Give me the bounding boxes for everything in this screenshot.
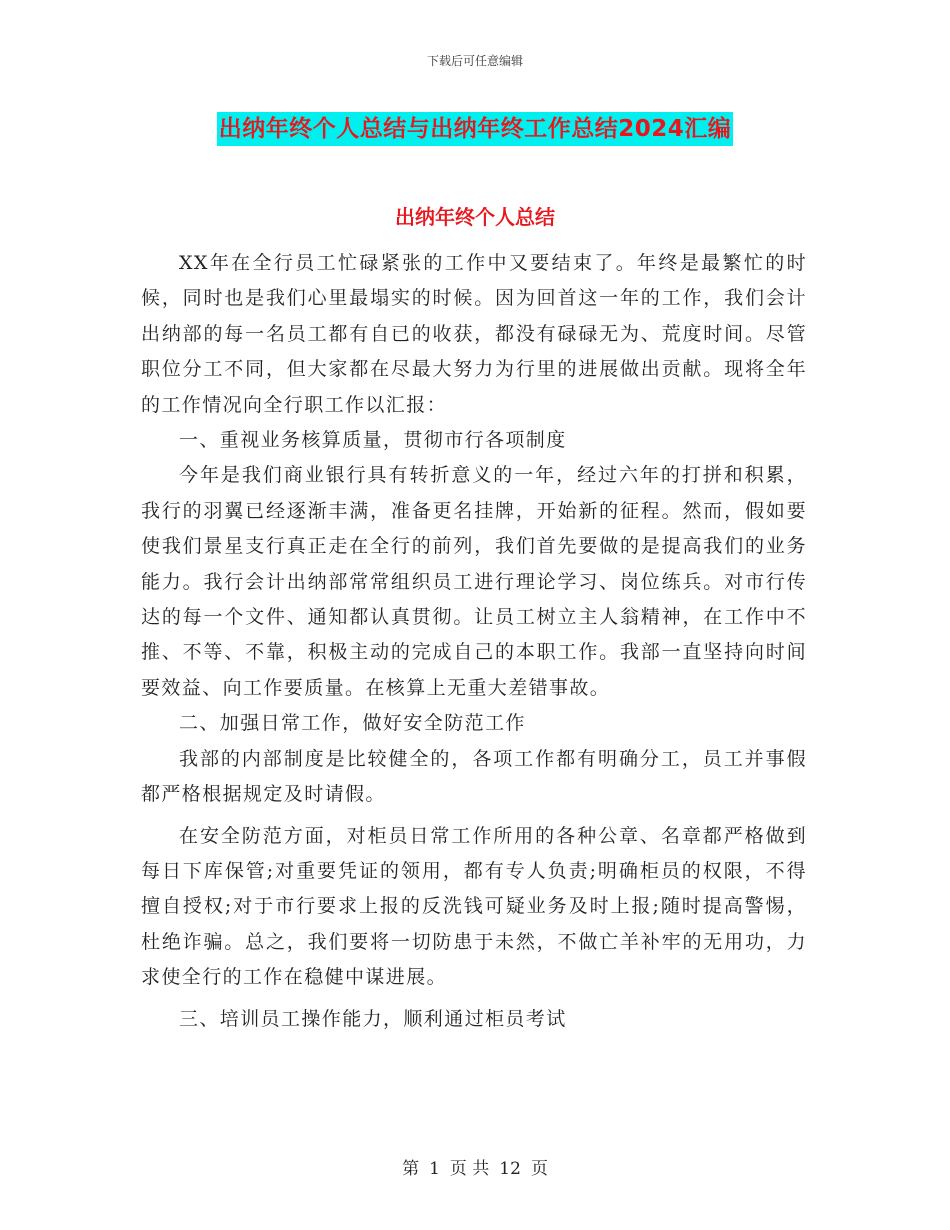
page-footer xyxy=(0,1154,950,1179)
heading-two: 二、加强日常工作，做好安全防范工作 xyxy=(179,712,526,735)
heading-one: 一、重视业务核算质量，贯彻市行各项制度 xyxy=(179,429,567,452)
footer-page-current: 1 xyxy=(429,1159,440,1179)
footer-page-mid: 页 共 xyxy=(449,1159,490,1179)
heading-three: 三、培训员工操作能力，顺利通过柜员考试 xyxy=(179,1007,567,1030)
document-body xyxy=(141,246,807,1037)
paragraph-security: 在安全防范方面，对柜员日常工作所用的各种公章、名章都严格做到每日下库保管;对重要凭证的领用，都有专人负责;明确柜员的权限，不得擅自授权;对于市行要求上报的反洗钱可疑业务及时上报;随时提高警惕，杜绝诈骗。总之，我们要将一切防患于未然，不做亡羊补牢的无用功，力求使全行的工作在稳健中谋进展。 xyxy=(141,824,807,989)
paragraph-internal-rules: 我部的内部制度是比较健全的，各项工作都有明确分工，员工并事假都严格根据规定及时请假。 xyxy=(141,747,807,806)
document-title: 出纳年终个人总结与出纳年终工作总结2024汇编 xyxy=(217,112,734,146)
footer-page-prefix: 第 xyxy=(402,1159,420,1179)
footer-page-suffix: 页 xyxy=(530,1159,548,1179)
section-title: 出纳年终个人总结 xyxy=(395,205,555,229)
paragraph-accounting: 今年是我们商业银行具有转折意义的一年，经过六年的打拼和积累，我行的羽翼已经逐渐丰满，准备更名挂牌，开始新的征程。然而，假如要使我们景星支行真正走在全行的前列，我们首先要做的是提高我们的业务能力。我行会计出纳部常常组织员工进行理论学习、岗位练兵。对市行传达的每一个文件、通知都认真贯彻。让员工树立主人翁精神，在工作中不推、不等、不靠，积极主动的完成自己的本职工作。我部一直坚持向时间要效益、向工作要质量。在核算上无重大差错事故。 xyxy=(141,464,807,699)
page-header-note: 下载后可任意编辑 xyxy=(426,54,523,68)
paragraph-intro: XX年在全行员工忙碌紧张的工作中又要结束了。年终是最繁忙的时候，同时也是我们心里最塌实的时候。因为回首这一年的工作，我们会计出纳部的每一名员工都有自已的收获，都没有碌碌无为、荒度时间。尽管职位分工不同，但大家都在尽最大努力为行里的进展做出贡献。现将全年的工作情况向全行职工作以汇报： xyxy=(141,252,807,416)
document-title-container xyxy=(0,112,950,146)
footer-page-total: 12 xyxy=(499,1159,521,1179)
